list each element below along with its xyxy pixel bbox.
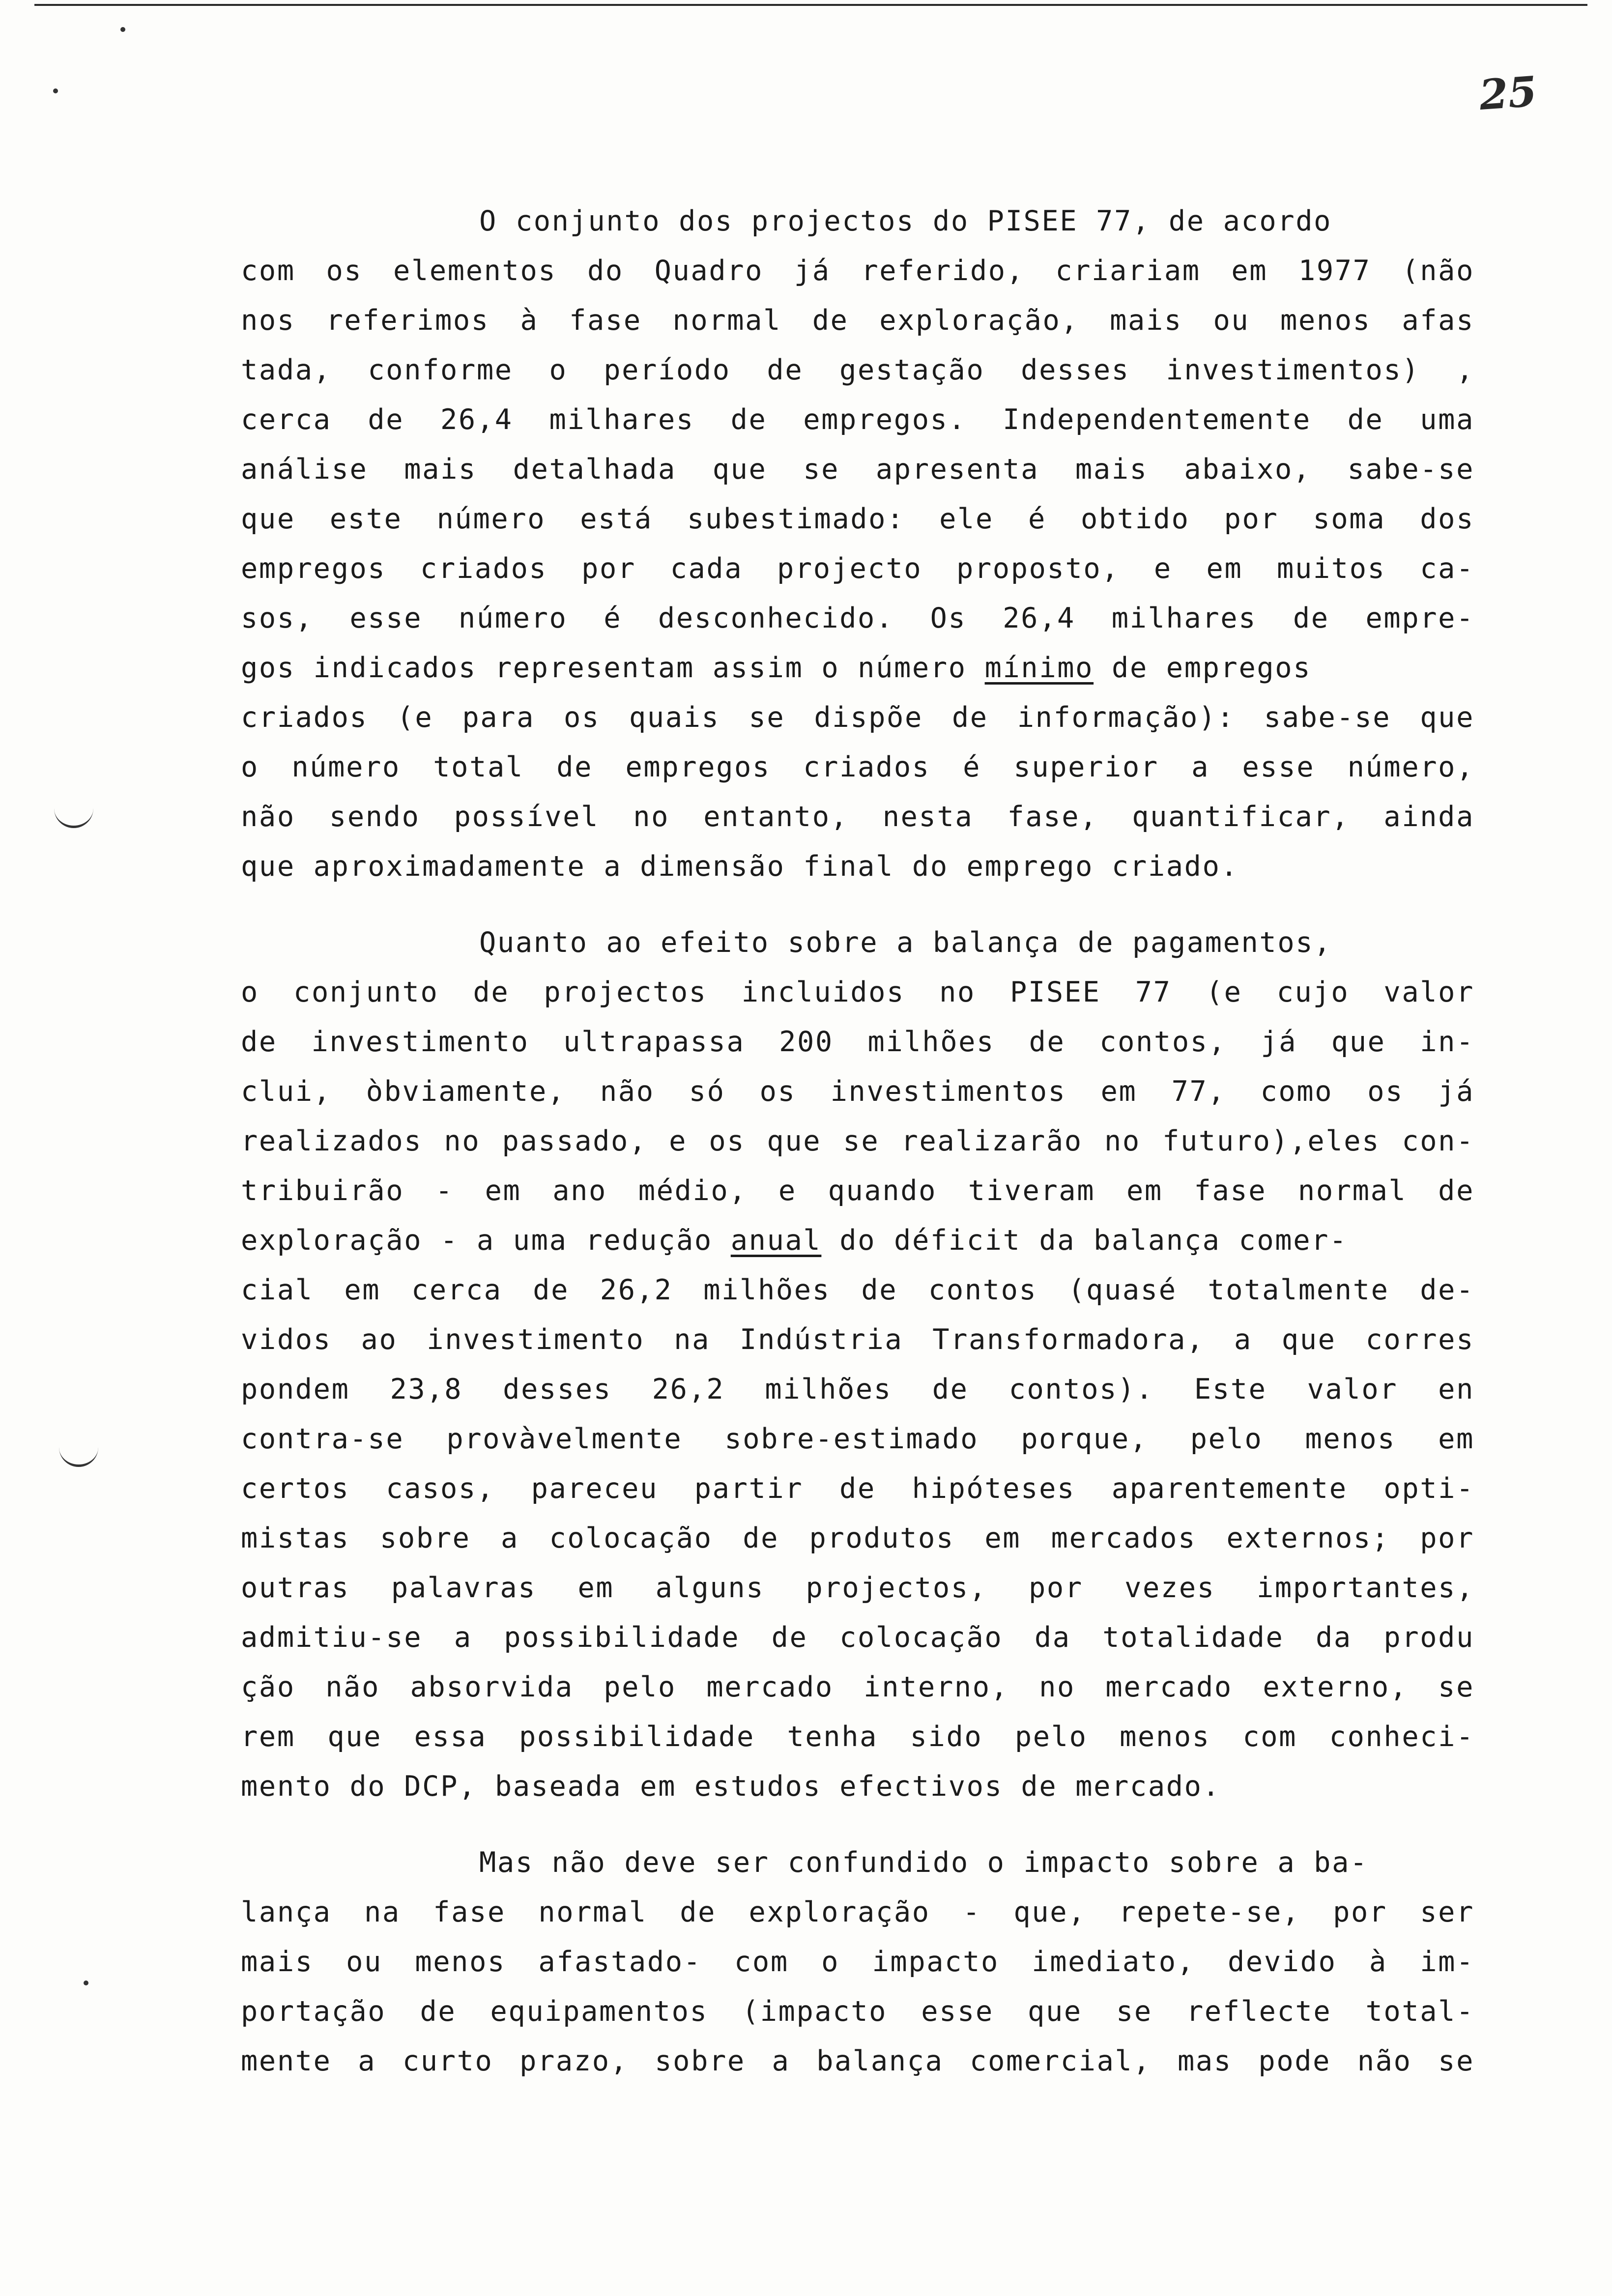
text-line: Quanto ao efeito sobre a balança de pagamentos,	[479, 926, 1332, 959]
text-line: ção não absorvida pelo mercado interno, no mercado externo, se	[241, 1671, 1474, 1703]
text-line	[241, 1216, 1474, 1265]
paragraph-3	[241, 1838, 1474, 2086]
text-line: cerca de 26,4 milhares de empregos. Independentemente de uma	[241, 403, 1474, 436]
punch-hole-mark	[54, 806, 93, 828]
text-line: certos casos, pareceu partir de hipóteses aparentemente opti-	[241, 1472, 1474, 1505]
text-line: portação de equipamentos (impacto esse que se reflecte total-	[241, 1995, 1474, 2028]
text-line: cial em cerca de 26,2 milhões de contos (quasé totalmente de-	[241, 1274, 1474, 1306]
underlined-word: anual	[730, 1224, 822, 1257]
text-line: clui, òbviamente, não só os investimentos em 77, como os já	[241, 1075, 1474, 1108]
text-line: empregos criados por cada projecto proposto, e em muitos ca-	[241, 552, 1474, 585]
text-line	[241, 643, 1474, 693]
text-line: lança na fase normal de exploração - que, repete-se, por ser	[241, 1896, 1474, 1928]
paragraph-1	[241, 197, 1474, 891]
text-line: de investimento ultrapassa 200 milhões de contos, já que in-	[241, 1026, 1474, 1058]
body-text	[241, 197, 1474, 2113]
text-line: que aproximadamente a dimensão final do emprego criado.	[241, 850, 1239, 883]
text-line: Mas não deve ser confundido o impacto sobre a ba-	[479, 1846, 1368, 1879]
text-line: tada, conforme o período de gestação desses investimentos) ,	[241, 354, 1474, 386]
underlined-word: mínimo	[984, 652, 1094, 684]
text-segment: do déficit da balança comer-	[821, 1224, 1348, 1257]
text-line: vidos ao investimento na Indústria Transformadora, a que corres	[241, 1323, 1474, 1356]
text-line: tribuirão - em ano médio, e quando tiveram em fase normal de	[241, 1175, 1474, 1207]
text-line: criados (e para os quais se dispõe de informação): sabe-se que	[241, 701, 1474, 734]
text-line: com os elementos do Quadro já referido, criariam em 1977 (não	[241, 255, 1474, 287]
scan-speck	[84, 1980, 88, 1985]
text-line: contra-se provàvelmente sobre-estimado porque, pelo menos em	[241, 1423, 1474, 1455]
scan-speck	[53, 88, 58, 93]
text-line: pondem 23,8 desses 26,2 milhões de contos). Este valor en	[241, 1373, 1474, 1406]
text-line: mento do DCP, baseada em estudos efectivos de mercado.	[241, 1770, 1221, 1803]
text-segment: de empregos	[1094, 652, 1312, 684]
text-segment: exploração - a uma redução	[241, 1224, 731, 1257]
text-line: nos referimos à fase normal de exploração, mais ou menos afas	[241, 304, 1474, 337]
text-line: sos, esse número é desconhecido. Os 26,4 milhares de empre-	[241, 602, 1474, 634]
text-line: análise mais detalhada que se apresenta mais abaixo, sabe-se	[241, 453, 1474, 486]
text-line: o conjunto de projectos incluidos no PISEE 77 (e cujo valor	[241, 976, 1474, 1008]
text-line: admitiu-se a possibilidade de colocação da totalidade da produ	[241, 1621, 1474, 1654]
text-line: rem que essa possibilidade tenha sido pelo menos com conheci-	[241, 1721, 1474, 1753]
text-line: realizados no passado, e os que se realizarão no futuro),eles con-	[241, 1125, 1474, 1157]
page-number: 25	[1477, 67, 1539, 119]
text-line: mais ou menos afastado- com o impacto imediato, devido à im-	[241, 1946, 1474, 1978]
text-line: outras palavras em alguns projectos, por vezes importantes,	[241, 1572, 1474, 1604]
punch-hole-mark	[59, 1445, 98, 1467]
text-line: O conjunto dos projectos do PISEE 77, de acordo	[479, 205, 1332, 237]
paragraph-2	[241, 918, 1474, 1811]
text-line: mistas sobre a colocação de produtos em mercados externos; por	[241, 1522, 1474, 1554]
top-edge-rule	[34, 4, 1587, 6]
scan-speck	[120, 27, 125, 32]
text-line: o número total de empregos criados é superior a esse número,	[241, 751, 1474, 783]
text-segment: gos indicados representam assim o número	[241, 652, 985, 684]
text-line: mente a curto prazo, sobre a balança comercial, mas pode não se	[241, 2045, 1474, 2077]
text-line: não sendo possível no entanto, nesta fase, quantificar, ainda	[241, 801, 1474, 833]
text-line: que este número está subestimado: ele é obtido por soma dos	[241, 503, 1474, 535]
